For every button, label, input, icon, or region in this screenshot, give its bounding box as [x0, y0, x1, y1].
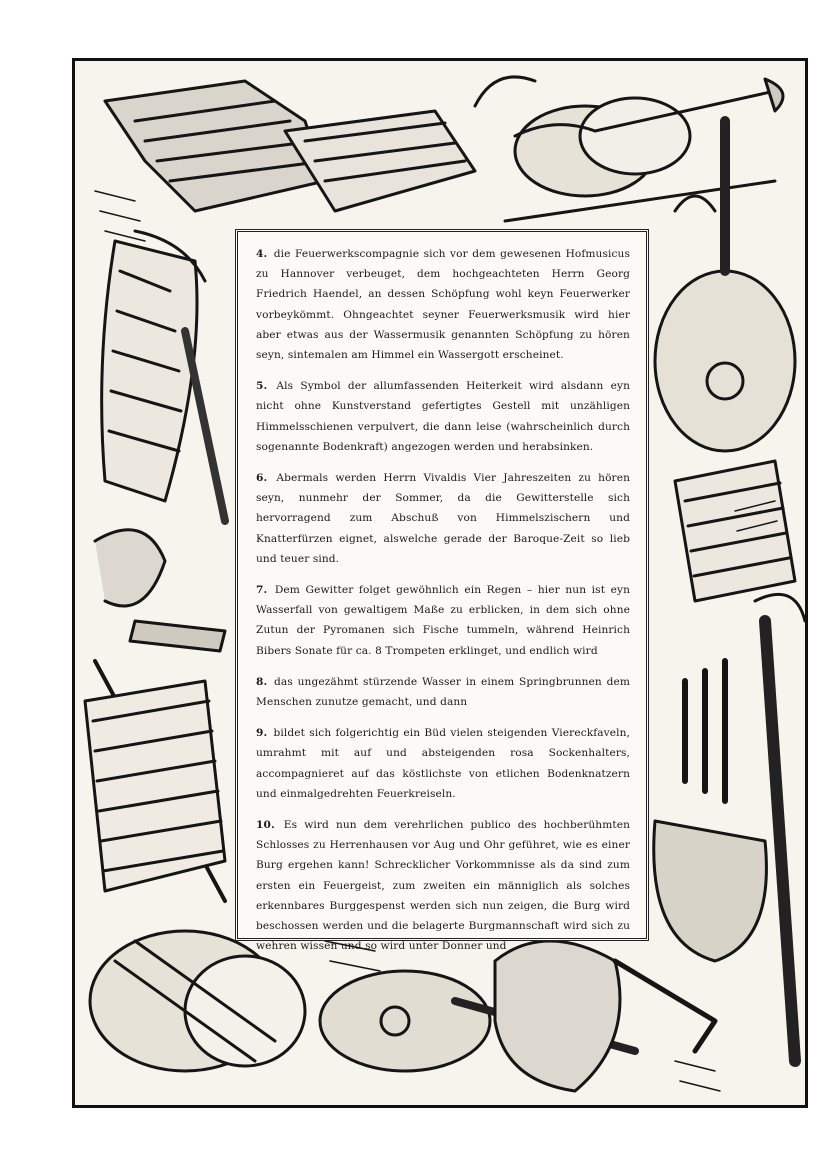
harp-icon [102, 231, 225, 521]
kettle-drum-icon [475, 77, 783, 221]
paragraph-text: Abermals werden Herrn Vivaldis Vier Jahreszeiten zu hören seyn, nunmehr der Sommer, da die Gewitterstelle sich hervorragend zum Abschuß von Himmelszischern und Knatterfürzen eignet, alswelche gerade der Baroque-Zeit so lieb und teuer sind. [256, 472, 631, 565]
xylophone-icon [85, 681, 225, 891]
woodcut-frame [72, 58, 808, 1108]
paragraph-number: 4. [256, 248, 268, 260]
paragraph-number: 10. [256, 819, 275, 832]
paragraph-8 [256, 672, 630, 712]
paragraph-4 [256, 244, 630, 365]
paragraph-text: Als Symbol der allumfassenden Heiterkeit wird alsdann eyn nicht ohne Kunstverstand gefertigtes Gestell mit unzähligen Himmelsschienen verpulvert, die dann leise (wahrscheinlich durch sogenannte Bodenkraft) angezogen werden und herabsinken. [256, 380, 630, 453]
paragraph-text: Dem Gewitter folget gewöhnlich ein Regen – hier nun ist eyn Wasserfall von gewaltigem Maße zu erblicken, in dem sich ohne Zutun der Pyromanen sich Fische tummeln, während Heinrich Bibers Sonate für ca. 8 Trompeten erklinget, und endlich wird [256, 584, 631, 657]
paragraph-text: die Feuerwerkscompagnie sich vor dem gewesenen Hofmusicus zu Hannover verbeuget, dem hochgeachteten Herrn Georg Friedrich Haendel, an dessen Schöpfung wohl keyn Feuerwerker vorbeykömmt. Ohngeachtet seyner Feuerwerksmusik wird hier aber etwas aus der Wassermusik genannten Schöpfung zu hören seyn, sintemalen am Himmel ein Wassergott erscheinet. [256, 248, 630, 362]
paragraph-text: das ungezähmt stürzende Wasser in einem Springbrunnen dem Menschen zunutze gemacht, und dann [256, 675, 630, 709]
paragraph-number: 8. [256, 675, 268, 688]
program-text-panel [235, 229, 649, 953]
paragraph-text: bildet sich folgerichtig ein Büd vielen steigenden Viereckfaveln, umrahmt mit auf und absteigenden rosa Sockenhalters, accompagnieret auf das köstlichste von etlichen Bodenknatzern und einmalgedrehten Feuerkreiseln. [256, 727, 631, 800]
viol-icon [495, 941, 715, 1091]
paragraph-number: 9. [256, 727, 268, 740]
paragraph-number: 7. [256, 584, 268, 597]
box-zither-icon [675, 461, 795, 601]
paragraph-number: 6. [256, 472, 268, 485]
paragraph-10 [256, 815, 630, 956]
bagpipe-icon [654, 594, 805, 1061]
psaltery-icon [105, 81, 475, 211]
paragraph-6 [256, 468, 630, 569]
paragraph-7 [256, 580, 630, 661]
paragraph-number: 5. [256, 380, 268, 393]
paragraph-9 [256, 723, 630, 804]
lute-icon [655, 121, 795, 451]
paragraph-5 [256, 376, 630, 457]
paragraph-text: Es wird nun dem verehrlichen publico des hochberühmten Schlosses zu Herrenhausen vor Aug und Ohr geführet, wie es einer Burg ergehen kann! Schrecklicher Vorkommnisse als da sind zum ersten ein Feuergeist, zum zweiten ein männiglich als solches erkennbares Burggespenst werden sich nun zeigen, die Burg wird beschossen werden und die belagerte Burgmannschaft wird sich zu wehren wissen und so wird unter Donner und [256, 819, 630, 953]
